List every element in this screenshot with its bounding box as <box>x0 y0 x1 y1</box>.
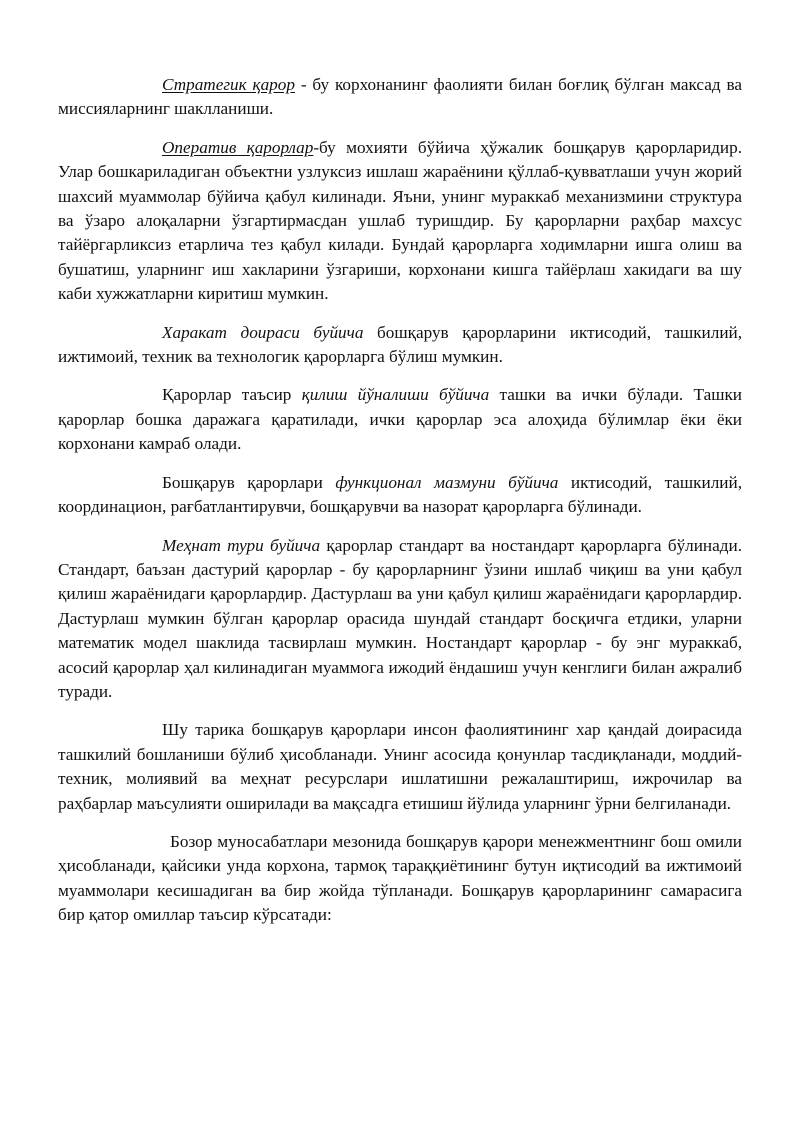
paragraph-direction-of-impact <box>58 383 742 456</box>
paragraph-text: Бошқарув қарорлари <box>162 472 336 492</box>
paragraph-scope-of-action <box>58 321 742 370</box>
term-strategic-decision: Стратегик қарор <box>162 75 295 94</box>
term-operative-decisions: Оператив қарорлар <box>162 137 314 157</box>
paragraph-text: ташки ва ички бўлади. Ташки қарорлар бошка даражага қаратилади, ички қарорлар эса алоҳида бўлимлар ёки ёки корхонани камраб олади. <box>58 385 742 454</box>
paragraph-conclusion <box>58 718 742 816</box>
paragraph-text: -бу мохияти бўйича ҳўжалик бошқарув қарорларидир. Улар бошкариладиган объектни узлуксиз ишлаш жараёнини қўллаб-қувватлаши учун жорий шахсий муаммолар бўйича қабул килинади. Яъни, унинг мураккаб механизмини структура ва ўзаро алоқаларни ўзгартирмасдан ушлаб туришдир. Бу қарорларни раҳбар махсус тайёргарликсиз етарлича тез қабул килади. Бундай қарорларга ходимларни ишга олиш ва бушатиш, уларнинг иш хакларини ўзгариши, корхонани кишга тайёрлаш хакидаги ва шу каби хужжатларни киритиш мумкин. <box>58 137 742 304</box>
paragraph-text: - бу корхонанинг фаолияти билан боғлиқ бўлган максад ва миссияларнинг шаклланиши. <box>58 75 742 119</box>
paragraph-text: Шу тарика бошқарув қарорлари инсон фаолиятининг хар қандай доирасида ташкилий бошланиши бўлиб ҳисобланади. Унинг асосида қонунлар тасдиқланади, моддий-техник, молиявий ва меҳнат ресурслари ишлатишни режалаштириш, ижрочилар ва раҳбарлар маъсулияти оширилади ва мақсадга етишиш йўлида уларнинг ўрни белгиланади. <box>58 720 742 813</box>
paragraph-text: Қарорлар таъсир <box>162 385 302 405</box>
paragraph-strategic-decision <box>58 73 742 122</box>
paragraph-text: қарорлар стандарт ва ностандарт қарорларга бўлинади. Стандарт, баъзан дастурий қарорлар - бу қарорларнинг ўзини ишлаб чиқиш ва уни қабул қилиш жараёнидаги қарорлардир. Дастурлаш ва уни қабул қилиш жараёнидаги қарорлардир. Дастурлаш мумкин бўлган қарорлар орасида шундай стандарт босқичга етдики, уларни математик модел шаклида тасвирлаш мумкин. Ностандарт қарорлар - бу энг мураккаб, асосий қарорлар ҳал килинадиган муаммога ижодий ёндашиш учун кенглиги билан ажралиб туради. <box>58 535 742 701</box>
paragraph-type-of-labor <box>58 534 742 705</box>
term-direction-of-impact: қилиш йўналиши бўйича <box>301 385 490 405</box>
paragraph-text: Бозор муносабатлари мезонида бошқарув қарори менежментнинг бош омили ҳисобланади, қайсики унда корхона, тармоқ тараққиётининг бутун иқтисодий ва ижтимоий муаммолари кесишадиган ва бир жойда тўпланади. Бошқарув қарорларининг самарасига бир қатор омиллар таъсир кўрсатади: <box>58 831 742 925</box>
term-functional-content: функционал мазмуни бўйича <box>335 472 559 492</box>
term-type-of-labor: Меҳнат тури буйича <box>162 535 321 555</box>
paragraph-operative-decisions <box>58 136 742 307</box>
term-scope-of-action: Харакат доираси буйича <box>162 322 364 342</box>
paragraph-text: иктисодий, ташкилий, координацион, рағбатлантирувчи, бошқарувчи ва назорат қарорларга бўлинади. <box>58 472 742 517</box>
paragraph-market-relations <box>58 830 742 928</box>
paragraph-functional-content <box>58 471 742 520</box>
paragraph-text: бошқарув қарорларини иктисодий, ташкилий, ижтимоий, техник ва технологик қарорларга бўлиш мумкин. <box>58 322 743 367</box>
